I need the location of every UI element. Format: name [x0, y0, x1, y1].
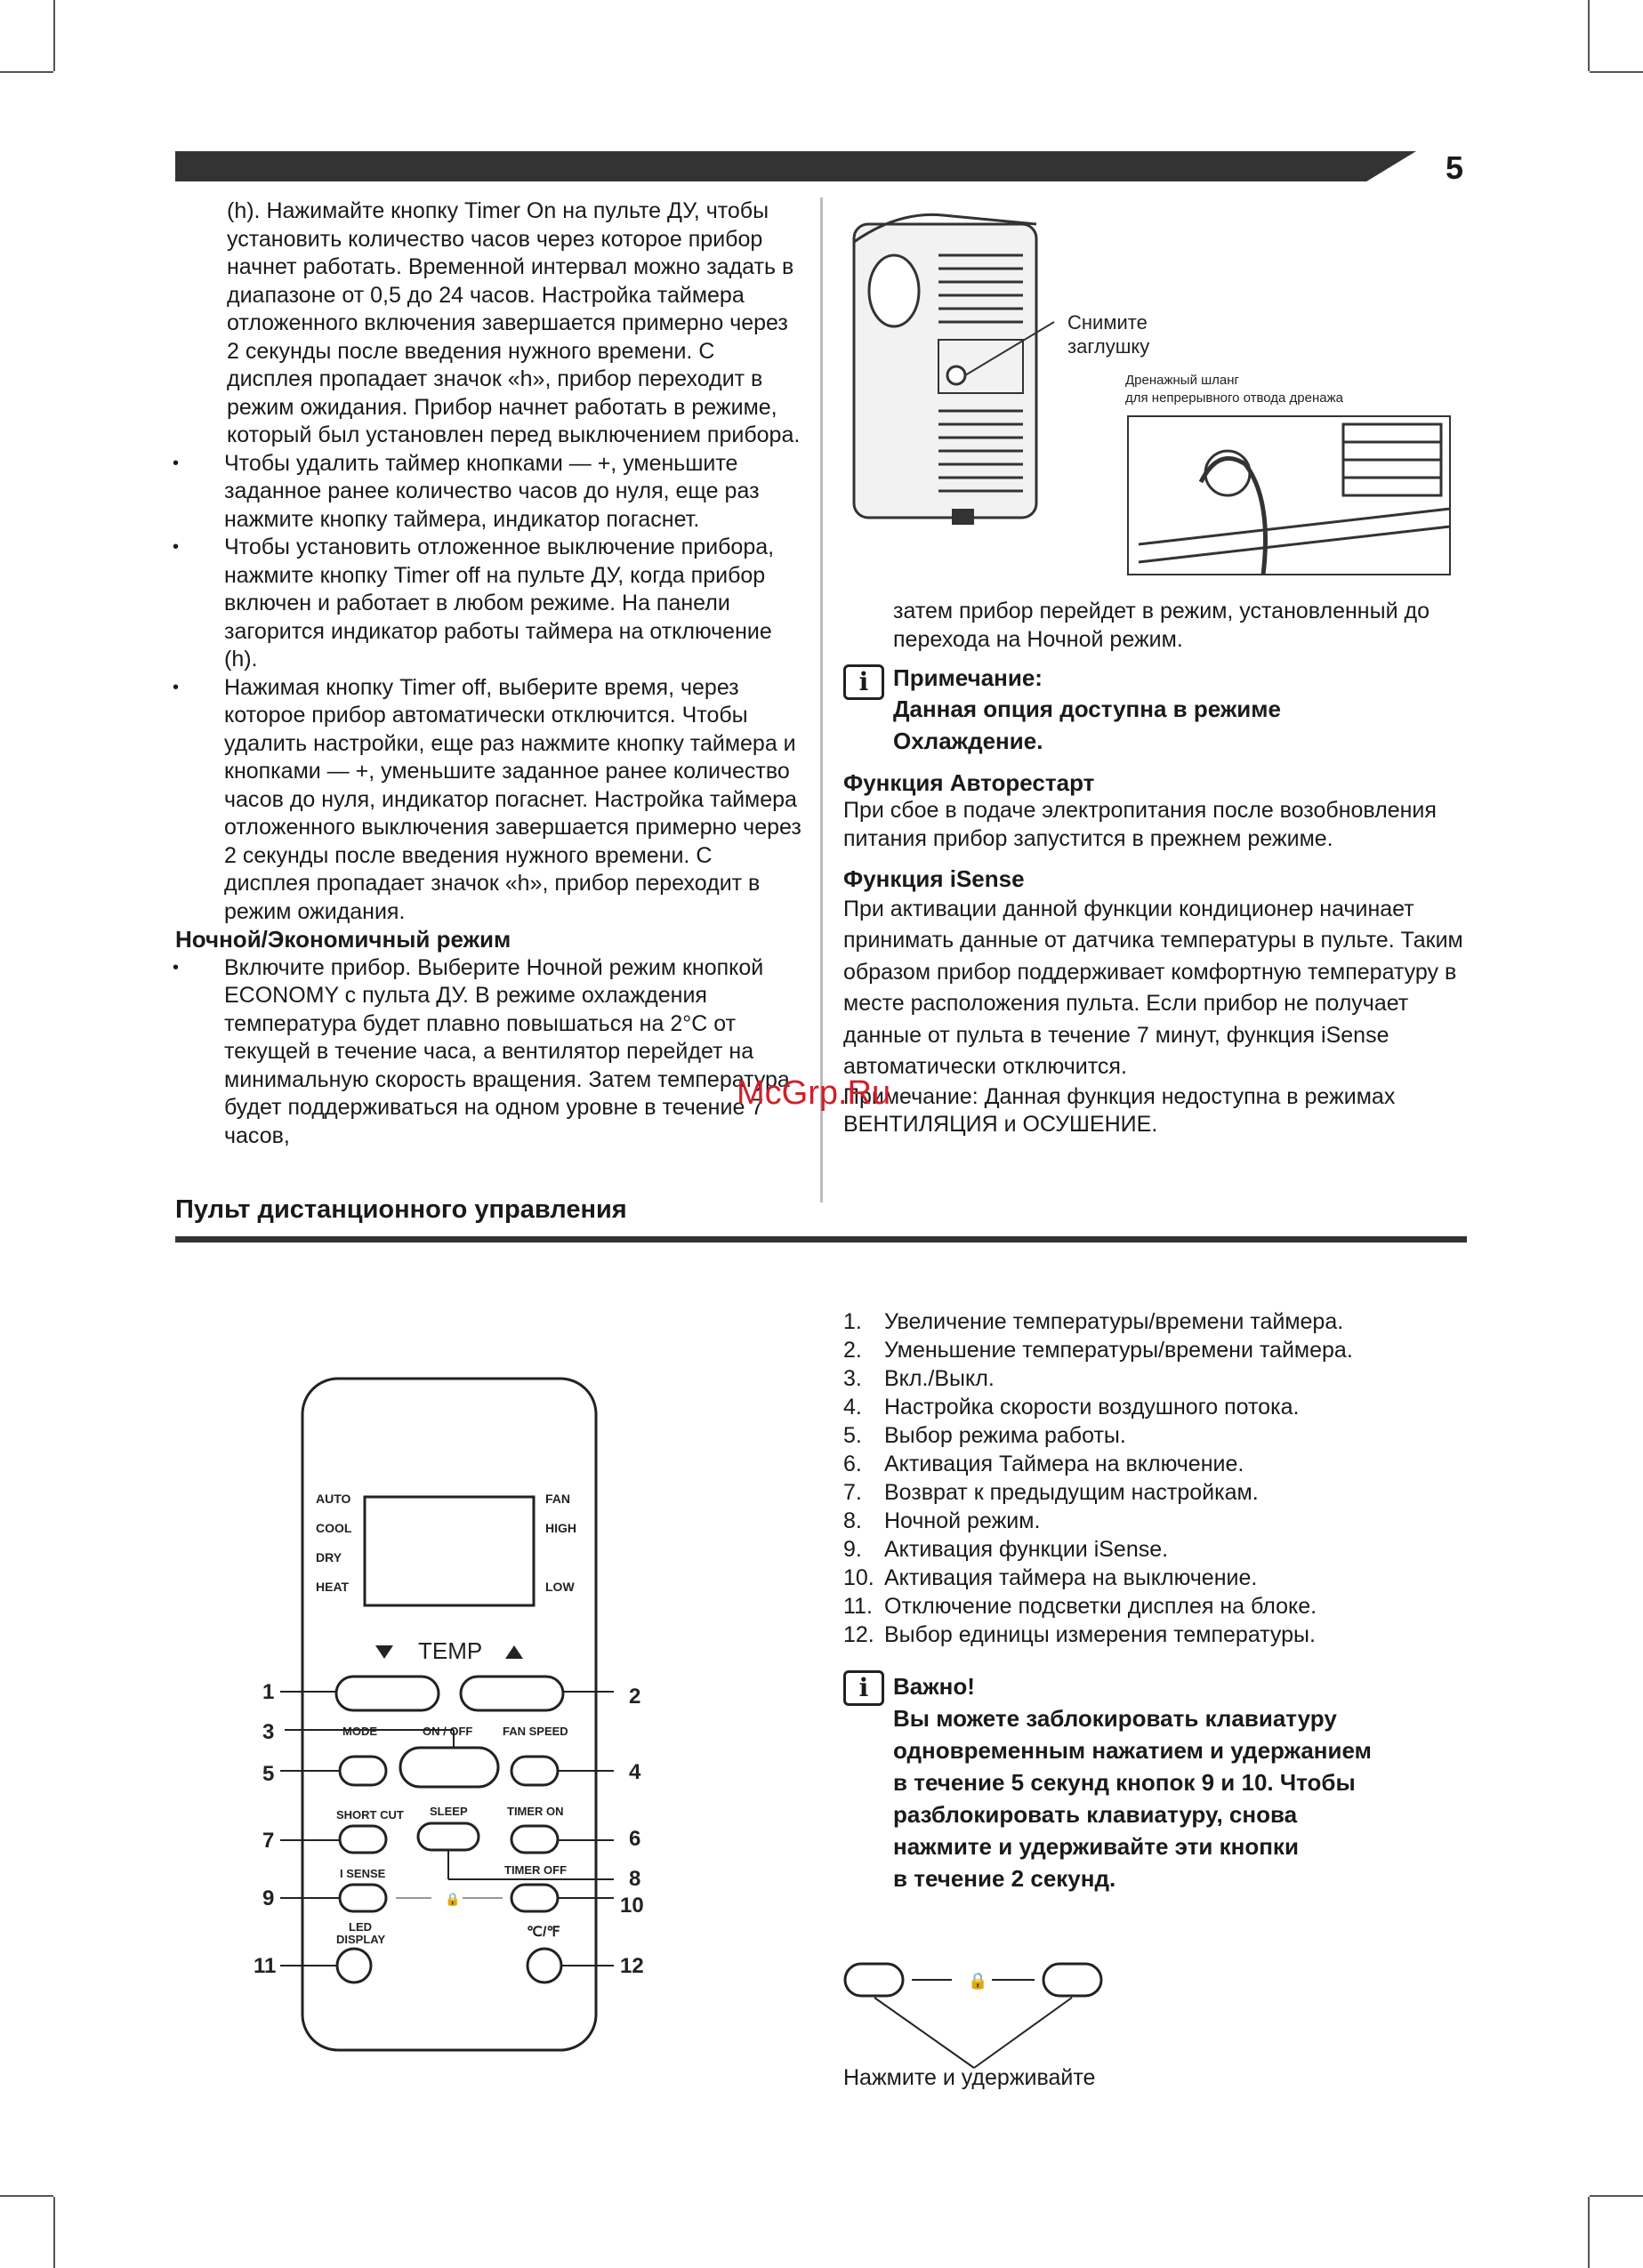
timeroff-button[interactable]: [511, 1885, 558, 1911]
button-label: LED: [349, 1920, 372, 1934]
button-label: TIMER ON: [507, 1805, 564, 1818]
isense-button[interactable]: [340, 1885, 386, 1911]
callout-number: 6: [629, 1827, 641, 1851]
callout-number: 4: [629, 1760, 641, 1784]
page-number: 5: [1446, 149, 1464, 186]
note-text: Данная опция доступна в режиме Охлаждение.: [893, 695, 1281, 754]
mode-label: AUTO: [316, 1492, 351, 1506]
remote-control-diagram: [240, 1374, 667, 2068]
column-divider: [820, 197, 823, 1202]
button-9-shape: [845, 1964, 903, 1996]
list-num: 10.: [843, 1565, 874, 1590]
list-num: 6.: [843, 1452, 862, 1476]
crop-mark: [1588, 0, 1590, 71]
bullet-item: • Чтобы установить отложенное выключение прибора, нажмите кнопку Timer off на пульте ДУ, когда прибор включен и работает в любом режиме. На панели загорится индикатор работы таймера на отключение (h).: [173, 535, 775, 672]
timer-intro: (h). Нажимайте кнопку Timer On на пульте ДУ, чтобы установить количество часов через которое прибор начнет работать. Временной интервал можно задать в диапазоне от 0,5 до 24 часов. Настройка таймера отложенного включения завершается примерно через 2 секунды после введения нужного времени. С дисплея пропадает значок «h», прибор переходит в режим ожидания. Прибор начнет работать в режиме, который был установлен перед выключением прибора.: [227, 198, 801, 447]
callout-number: 12: [620, 1954, 644, 1978]
list-text: Настройка скорости воздушного потока.: [884, 1395, 1300, 1420]
crop-mark: [1590, 2195, 1643, 2197]
button-label: ℃/℉: [527, 1925, 560, 1940]
lock-icon: 🔒: [445, 1893, 461, 1907]
crop-mark: [0, 2195, 53, 2197]
callout-number: 7: [262, 1829, 275, 1853]
button-label: I SENSE: [340, 1867, 386, 1880]
list-num: 12.: [843, 1622, 874, 1647]
callout-number: 2: [629, 1685, 641, 1709]
timeron-button[interactable]: [511, 1826, 558, 1853]
crop-mark: [53, 0, 55, 71]
list-item: [843, 1421, 1353, 1450]
mode-label: HIGH: [545, 1521, 576, 1535]
list-text: Выбор единицы измерения температуры.: [884, 1622, 1316, 1647]
note-title: Примечание:: [893, 664, 1043, 691]
important-line: Вы можете заблокировать клавиатуру: [893, 1705, 1337, 1732]
list-item: [843, 1364, 1353, 1393]
keylock-diagram: [841, 1957, 1125, 2072]
callout-number: 9: [262, 1886, 275, 1910]
fig-label-hose: для непрерывного отвода дренажа: [1125, 390, 1343, 406]
button-label: ON / OFF: [423, 1725, 473, 1738]
important-line: нажмите и удерживайте эти кнопки: [893, 1833, 1299, 1860]
fig-label-cap: заглушку: [1067, 335, 1150, 358]
callout-number: 8: [629, 1867, 641, 1891]
callout-number: 11: [254, 1954, 277, 1978]
lock-icon: 🔒: [968, 1972, 988, 1991]
important-line: разблокировать клавиатуру, снова: [893, 1801, 1298, 1828]
button-label: MODE: [342, 1725, 377, 1738]
important-line: в течение 2 секунд.: [893, 1865, 1116, 1892]
list-num: 9.: [843, 1537, 862, 1562]
list-num: 4.: [843, 1395, 862, 1420]
list-num: 11.: [843, 1594, 873, 1619]
list-text: Отключение подсветки дисплея на блоке.: [884, 1594, 1317, 1619]
list-item: [843, 1621, 1353, 1649]
info-icon: i: [843, 664, 884, 700]
info-icon: i: [843, 1670, 884, 1706]
bullet-text: Чтобы удалить таймер кнопками — +, уменьшите заданное ранее количество часов до нуля, еще раз нажмите кнопку таймера, индикатор погаснет.: [224, 450, 760, 532]
section-title: Пульт дистанционного управления: [175, 1195, 627, 1224]
fig-label-cap: Снимите: [1067, 311, 1148, 334]
mode-label: LOW: [545, 1580, 575, 1594]
temp-label: TEMP: [418, 1637, 483, 1664]
button-label: DISPLAY: [336, 1933, 386, 1946]
crop-mark: [53, 2197, 55, 2268]
list-text: Активация Таймера на включение.: [884, 1452, 1244, 1476]
list-text: Вкл./Выкл.: [884, 1366, 995, 1391]
list-item: [843, 1592, 1353, 1621]
function-list: [843, 1307, 1353, 1649]
button-label: SHORT CUT: [336, 1808, 404, 1822]
list-text: Увеличение температуры/времени таймера.: [884, 1309, 1344, 1334]
list-item: [843, 1507, 1353, 1535]
button-label: FAN SPEED: [503, 1725, 568, 1738]
onoff-button[interactable]: [400, 1748, 498, 1787]
portable-ac-illustration: [854, 214, 1054, 525]
mode-label: HEAT: [316, 1580, 350, 1594]
list-num: 3.: [843, 1366, 862, 1391]
remote-display: [365, 1497, 534, 1605]
temp-unit-button[interactable]: [528, 1949, 561, 1982]
important-line: одновременным нажатием и удержанием: [893, 1737, 1372, 1764]
list-num: 5.: [843, 1423, 862, 1448]
night-mode-heading: Ночной/Экономичный режим: [175, 926, 511, 953]
crop-mark: [0, 71, 53, 73]
autorestart-text: При сбое в подаче электропитания после возобновления питания прибор запустится в прежнем режиме.: [843, 798, 1437, 851]
header-bar: [175, 151, 1416, 181]
button-10-shape: [1043, 1964, 1101, 1996]
list-item: [843, 1535, 1353, 1564]
isense-heading: Функция iSense: [843, 865, 1025, 892]
bullet-item: • Чтобы удалить таймер кнопками — +, уменьшите заданное ранее количество часов до нуля, еще раз нажмите кнопку таймера, индикатор погаснет.: [173, 450, 760, 532]
temp-up-button[interactable]: [336, 1677, 439, 1710]
fanspeed-button[interactable]: [511, 1757, 558, 1785]
led-display-button[interactable]: [337, 1949, 371, 1982]
list-text: Уменьшение температуры/времени таймера.: [884, 1338, 1353, 1363]
list-num: 2.: [843, 1338, 862, 1363]
list-text: Ночной режим.: [884, 1508, 1041, 1533]
mode-button[interactable]: [340, 1757, 386, 1785]
right-column: [843, 598, 1466, 1139]
list-item: [843, 1450, 1353, 1478]
temp-down-button[interactable]: [461, 1677, 563, 1710]
drain-figure: [845, 206, 1459, 580]
isense-note: Примечание: Данная функция недоступна в режимах ВЕНТИЛЯЦИЯ и ОСУШЕНИЕ.: [843, 1083, 1396, 1137]
isense-text: При активации данной функции кондиционер начинает принимать данные от датчика температуры в пульте. Таким образом прибор поддерживает комфортную температуру в месте расположения пульта. Если прибор не получает данные от пульта в течение 7 минут, функция iSense автоматически отключится.: [843, 896, 1463, 1079]
list-item: [843, 1478, 1353, 1507]
callout-number: 3: [262, 1720, 275, 1744]
important-line: в течение 5 секунд кнопок 9 и 10. Чтобы: [893, 1769, 1356, 1796]
bullet-item: • Включите прибор. Выберите Ночной режим кнопкой ECONOMY с пульта ДУ. В режиме охлаждения температура будет плавно повышаться на 2°С от текущей в течение часа, а вентилятор перейдет на минимальную скорость вращения. Затем температура будет поддерживаться на одном уровне в течение 7 часов,: [173, 954, 790, 1148]
list-item: [843, 1564, 1353, 1592]
list-text: Активация таймера на выключение.: [884, 1565, 1258, 1590]
mode-label: COOL: [316, 1521, 352, 1535]
list-num: 8.: [843, 1508, 862, 1533]
sleep-button[interactable]: [418, 1823, 479, 1850]
button-label: TIMER OFF: [504, 1863, 568, 1877]
bullet-text: Нажимая кнопку Timer off, выберите время, через которое прибор автоматически отключится. Чтобы удалить настройки, еще раз нажмите кнопку таймера и кнопками — +, уменьшите заданное ранее количество часов до нуля, индикатор погаснет. Настройка таймера отложенного выключения завершается примерно через 2 секунды после введения нужного времени. С дисплея пропадает значок «h», прибор переходит в режим ожидания.: [224, 674, 801, 924]
mode-label: DRY: [316, 1550, 342, 1564]
callout-number: 5: [262, 1762, 275, 1786]
bullet-text: Включите прибор. Выберите Ночной режим кнопкой ECONOMY с пульта ДУ. В режиме охлаждения температура будет плавно повышаться на 2°С от текущей в течение часа, а вентилятор перейдет на минимальную скорость вращения. Затем температура будет поддерживаться на одном уровне в течение 7 часов,: [224, 954, 790, 1148]
crop-mark: [1588, 2197, 1590, 2268]
mode-label: FAN: [545, 1492, 570, 1506]
watermark: McGrp.Ru: [737, 1074, 891, 1112]
list-item: [843, 1336, 1353, 1364]
note-block: [843, 664, 1466, 757]
crop-mark: [1590, 71, 1643, 73]
callout-number: 10: [620, 1894, 644, 1918]
list-item: [843, 1393, 1353, 1421]
important-block: [843, 1670, 1372, 1894]
fig-label-hose: Дренажный шланг: [1125, 373, 1239, 388]
section-rule: [175, 1236, 1467, 1243]
list-num: 1.: [843, 1309, 862, 1334]
callout-number: 1: [262, 1680, 275, 1704]
list-num: 7.: [843, 1480, 862, 1505]
shortcut-button[interactable]: [340, 1826, 386, 1853]
button-label: SLEEP: [430, 1805, 468, 1818]
list-text: Активация функции iSense.: [884, 1537, 1169, 1562]
night-mode-continued: затем прибор перейдет в режим, установленный до перехода на Ночной режим.: [893, 599, 1430, 652]
left-column: [175, 197, 802, 1150]
list-item: [843, 1307, 1353, 1336]
list-text: Выбор режима работы.: [884, 1423, 1126, 1448]
important-title: Важно!: [893, 1673, 975, 1700]
bullet-item: • Нажимая кнопку Timer off, выберите время, через которое прибор автоматически отключится. Чтобы удалить настройки, еще раз нажмите кнопку таймера и кнопками — +, уменьшите заданное ранее количество часов до нуля, индикатор погаснет. Настройка таймера отложенного выключения завершается примерно через 2 секунды после введения нужного времени. С дисплея пропадает значок «h», прибор переходит в режим ожидания.: [173, 674, 801, 924]
list-text: Возврат к предыдущим настройкам.: [884, 1480, 1259, 1505]
autorestart-heading: Функция Авторестарт: [843, 768, 1095, 796]
bullet-text: Чтобы установить отложенное выключение прибора, нажмите кнопку Timer off на пульте ДУ, когда прибор включен и работает в любом режиме. На панели загорится индикатор работы таймера на отключение (h).: [224, 535, 775, 672]
press-hold-caption: Нажмите и удерживайте: [843, 2065, 1096, 2090]
